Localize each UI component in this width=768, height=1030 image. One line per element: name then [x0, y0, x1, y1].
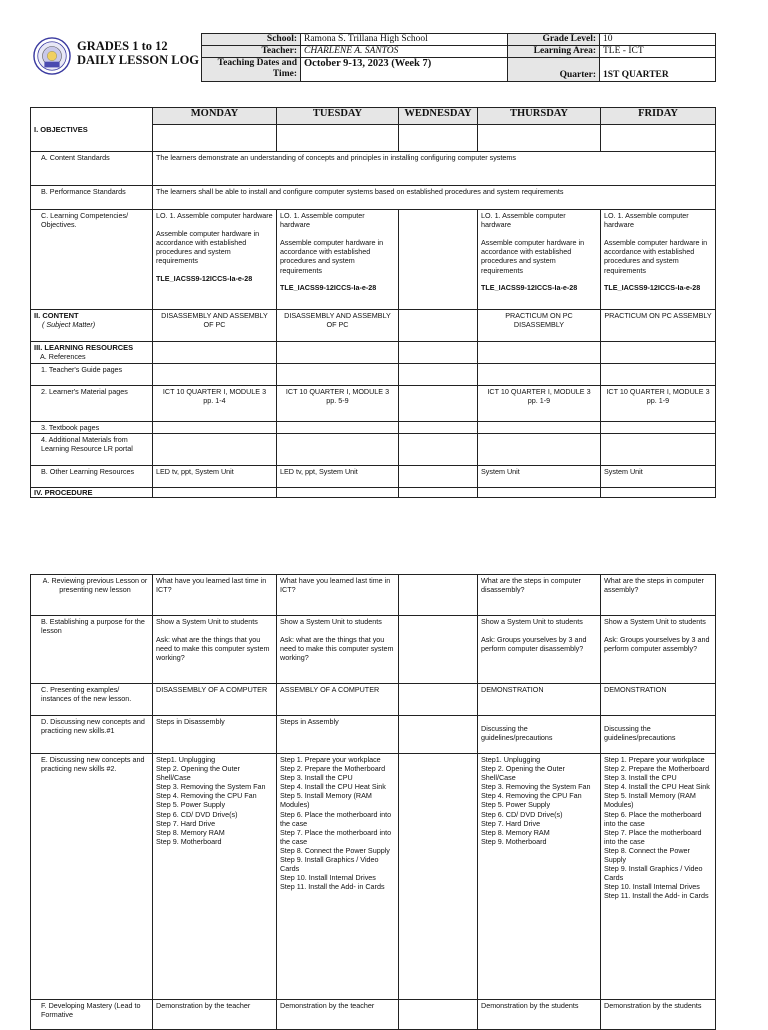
proc-d-friday: Discussing the guidelines/precautions — [601, 716, 716, 754]
lm-thursday: ICT 10 QUARTER I, MODULE 3 pp. 1-9 — [478, 386, 601, 422]
competency-code: TLE_IACSS9-12ICCS-Ia-e-28 — [604, 282, 701, 292]
content-subheading: ( Subject Matter) — [42, 320, 96, 330]
content-standards-text: The learners demonstrate an understanding of concepts and principles in installing configuring computer systems — [153, 152, 716, 186]
content-monday: DISASSEMBLY AND ASSEMBLY OF PC — [153, 310, 277, 342]
proc-f-wednesday — [399, 1000, 478, 1030]
tg-label: 1. Teacher's Guide pages — [31, 364, 153, 386]
dates-value: October 9-13, 2023 (Week 7) — [301, 58, 508, 82]
content-thursday: PRACTICUM ON PC DISASSEMBLY — [478, 310, 601, 342]
proc-e-friday: Step 1. Prepare your workplace Step 2. Prepare the Motherboard Step 3. Install the CPU Step 4. Install the CPU Heat Sink Step 5. Install Memory (RAM Modules) Step 6. Place the motherboard into the case Step 7. Place the motherboard into the case Step 8. Connect the Power Supply Step 9. Install Graphics / Video Cards Step 10. Install Internal Drives Step 11. Install the Add- in Cards — [601, 754, 716, 1000]
log-title — [77, 39, 199, 67]
proc-c-monday: DISASSEMBLY OF A COMPUTER — [153, 684, 277, 716]
proc-d-monday: Steps in Disassembly — [153, 716, 277, 754]
lm-tuesday: ICT 10 QUARTER I, MODULE 3 pp. 5-9 — [277, 386, 399, 422]
competency-friday — [601, 210, 716, 310]
proc-f-thursday: Demonstration by the students — [478, 1000, 601, 1030]
other-tuesday: LED tv, ppt, System Unit — [277, 466, 399, 488]
proc-c-thursday: DEMONSTRATION — [478, 684, 601, 716]
lm-monday: ICT 10 QUARTER I, MODULE 3 pp. 1-4 — [153, 386, 277, 422]
other-monday: LED tv, ppt, System Unit — [153, 466, 277, 488]
proc-e-thursday: Step1. Unplugging Step 2. Opening the Outer Shell/Case Step 3. Removing the System Fan Step 4. Removing the CPU Fan Step 5. Power Supply Step 6. CD/ DVD Drive(s) Step 7. Hard Drive Step 8. Memory RAM Step 9. Motherboard — [478, 754, 601, 1000]
proc-d-wednesday — [399, 716, 478, 754]
day-monday: MONDAY — [153, 108, 277, 125]
competency-monday — [153, 210, 277, 310]
proc-c-wednesday — [399, 684, 478, 716]
proc-b-friday: Show a System Unit to students Ask: Groups yourselves by 3 and perform computer assembly? — [601, 616, 716, 684]
proc-e-wednesday — [399, 754, 478, 1000]
lesson-table-part2 — [30, 574, 716, 1030]
proc-c-label: C. Presenting examples/ instances of the new lesson. — [31, 684, 153, 716]
teacher-value: CHARLENE A. SANTOS — [301, 46, 508, 58]
teacher-label: Teacher: — [202, 46, 301, 58]
day-friday: FRIDAY — [601, 108, 716, 125]
title-line-1: GRADES 1 to 12 — [77, 39, 168, 53]
content-heading: II. CONTENT — [34, 311, 79, 320]
lm-friday: ICT 10 QUARTER I, MODULE 3 pp. 1-9 — [601, 386, 716, 422]
quarter-label: Quarter: — [508, 58, 600, 82]
proc-e-monday: Step1. Unplugging Step 2. Opening the Outer Shell/Case Step 3. Removing the System Fan Step 4. Removing the CPU Fan Step 5. Power Supply Step 6. CD/ DVD Drive(s) Step 7. Hard Drive Step 8. Memory RAM Step 9. Motherboard — [153, 754, 277, 1000]
other-thursday: System Unit — [478, 466, 601, 488]
proc-a-wednesday — [399, 575, 478, 616]
quarter-value: 1ST QUARTER — [600, 58, 716, 82]
grade-value: 10 — [600, 34, 716, 46]
competencies-label: C. Learning Competencies/ Objectives. — [31, 210, 153, 310]
area-label: Learning Area: — [508, 46, 600, 58]
resources-heading: III. LEARNING RESOURCES — [34, 343, 134, 352]
proc-d-thursday: Discussing the guidelines/precautions — [478, 716, 601, 754]
content-wednesday — [399, 310, 478, 342]
dates-label: Teaching Dates and Time: — [202, 58, 301, 82]
proc-b-monday: Show a System Unit to students Ask: what are the things that you need to make this computer system working? — [153, 616, 277, 684]
day-tuesday: TUESDAY — [277, 108, 399, 125]
additional-materials-label: 4. Additional Materials from Learning Resource LR portal — [31, 434, 153, 466]
proc-f-label: F. Developing Mastery (Lead to Formative — [31, 1000, 153, 1030]
resources-label-cell — [31, 342, 153, 364]
proc-a-thursday: What are the steps in computer disassembly? — [478, 575, 601, 616]
grade-label: Grade Level: — [508, 34, 600, 46]
other-wednesday — [399, 466, 478, 488]
proc-f-tuesday: Demonstration by the teacher — [277, 1000, 399, 1030]
proc-d-tuesday: Steps in Assembly — [277, 716, 399, 754]
proc-a-friday: What are the steps in computer assembly? — [601, 575, 716, 616]
competency-wednesday — [399, 210, 478, 310]
competency-code: TLE_IACSS9-12ICCS-Ia-e-28 — [280, 282, 377, 292]
school-value: Ramona S. Trillana High School — [301, 34, 508, 46]
title-line-2: DAILY LESSON LOG — [77, 53, 200, 67]
day-wednesday: WEDNESDAY — [399, 108, 478, 125]
header-info-table — [201, 33, 716, 82]
procedure-heading: IV. PROCEDURE — [31, 488, 153, 498]
proc-f-monday: Demonstration by the teacher — [153, 1000, 277, 1030]
proc-c-friday: DEMONSTRATION — [601, 684, 716, 716]
content-tuesday: DISASSEMBLY AND ASSEMBLY OF PC — [277, 310, 399, 342]
other-friday: System Unit — [601, 466, 716, 488]
proc-f-friday: Demonstration by the students — [601, 1000, 716, 1030]
day-thursday: THURSDAY — [478, 108, 601, 125]
performance-standards-label: B. Performance Standards — [31, 186, 153, 210]
content-friday: PRACTICUM ON PC ASSEMBLY — [601, 310, 716, 342]
competency-code: TLE_IACSS9-12ICCS-Ia-e-28 — [481, 282, 578, 292]
proc-a-label: A. Reviewing previous Lesson or presenting new lesson — [31, 575, 153, 616]
area-value: TLE - ICT — [600, 46, 716, 58]
competency-thursday — [478, 210, 601, 310]
proc-b-label: B. Establishing a purpose for the lesson — [31, 616, 153, 684]
other-resources-label: B. Other Learning Resources — [31, 466, 153, 488]
references-label: A. References — [40, 352, 86, 362]
proc-a-tuesday: What have you learned last time in ICT? — [277, 575, 399, 616]
performance-standards-text: The learners shall be able to install and configure computer systems based on established procedures and system requirements — [153, 186, 716, 210]
competency-tuesday — [277, 210, 399, 310]
proc-e-label: E. Discussing new concepts and practicing new skills #2. — [31, 754, 153, 1000]
competency-text: LO. 1. Assemble computer hardware Assemble computer hardware in accordance with established procedures and system requirements — [280, 211, 384, 275]
school-label: School: — [202, 34, 301, 46]
competency-text: LO. 1. Assemble computer hardware Assemble computer hardware in accordance with established procedures and system requirements — [604, 211, 708, 275]
lm-label: 2. Learner's Material pages — [31, 386, 153, 422]
competency-text: LO. 1. Assemble computer hardware Assemble computer hardware in accordance with established procedures and system requirements — [156, 211, 273, 266]
proc-a-monday: What have you learned last time in ICT? — [153, 575, 277, 616]
lm-wednesday — [399, 386, 478, 422]
proc-e-tuesday: Step 1. Prepare your workplace Step 2. Prepare the Motherboard Step 3. Install the CPU Step 4. Install the CPU Heat Sink Step 5. Install Memory (RAM Modules) Step 6. Place the motherboard into the case Step 7. Place the motherboard into the case Step 8. Connect the Power Supply Step 9. Install Graphics / Video Cards Step 10. Install Internal Drives Step 11. Install the Add- in Cards — [277, 754, 399, 1000]
proc-c-tuesday: ASSEMBLY OF A COMPUTER — [277, 684, 399, 716]
competency-text: LO. 1. Assemble computer hardware Assemble computer hardware in accordance with established procedures and system requirements — [481, 211, 585, 275]
proc-d-label: D. Discussing new concepts and practicing new skills.#1 — [31, 716, 153, 754]
proc-b-wednesday — [399, 616, 478, 684]
proc-b-thursday: Show a System Unit to students Ask: Groups yourselves by 3 and perform computer disassembly? — [478, 616, 601, 684]
lesson-table-part1 — [30, 107, 716, 498]
content-standards-label: A. Content Standards — [31, 152, 153, 186]
textbook-label: 3. Textbook pages — [31, 422, 153, 434]
content-label-cell — [31, 310, 153, 342]
proc-b-tuesday: Show a System Unit to students Ask: what are the things that you need to make this computer system working? — [277, 616, 399, 684]
objectives-heading: I. OBJECTIVES — [31, 108, 153, 152]
competency-code: TLE_IACSS9-12ICCS-Ia-e-28 — [156, 273, 253, 283]
deped-seal-icon — [33, 37, 71, 75]
